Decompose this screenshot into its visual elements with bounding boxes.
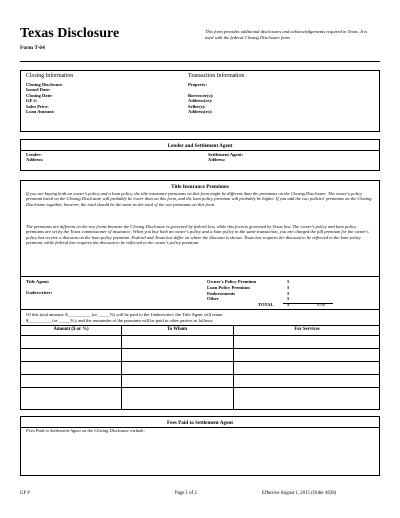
underwriter-label: Underwriter:	[26, 290, 53, 295]
settlement-agent-label: Settlement Agent:	[208, 152, 244, 157]
transaction-label: Address(es):	[188, 98, 213, 104]
split-line-2: $__________ (or _____%); and the remainder of the premium will be paid to other parties as follows:	[26, 318, 214, 323]
premium-currency: $	[287, 279, 290, 284]
premium-total-amount: 0.00	[317, 302, 326, 308]
table-header-services: For Services	[294, 327, 320, 332]
table-top-rule	[21, 325, 379, 326]
settlement-address-label: Address:	[208, 157, 226, 163]
fees-box	[20, 416, 380, 476]
settlement-labels	[208, 152, 243, 163]
lender-label: Lender:	[26, 152, 42, 157]
premium-currency: $	[287, 290, 290, 296]
fees-heading: Fees Paid to Settlement Agent	[167, 420, 233, 426]
footer-page: Page 1 of 2	[175, 491, 197, 496]
closing-label: Sales Price:	[26, 103, 49, 109]
table-row-rule	[21, 348, 379, 349]
transaction-label: Address(es):	[188, 109, 213, 115]
closing-heading: Closing Information	[26, 73, 74, 79]
split-line-1: Of this total amount: $__________ (or _____%) will be paid to the Underwriter; the Title Agent will retain	[26, 312, 223, 317]
agent-heading: Lender and Settlement Agent	[167, 143, 233, 149]
table-row-rule	[21, 361, 379, 362]
premium-currency: $	[287, 284, 290, 290]
table-row-rule	[21, 387, 379, 388]
form-title: Texas Disclosure	[20, 26, 120, 41]
transaction-heading: Transaction Information	[188, 73, 245, 79]
transaction-label: Borrower(s):	[188, 92, 214, 98]
table-row-rule	[21, 335, 379, 336]
premiums-paragraph-2: The premiums are different on the two forms because the Closing Disclosure is governed by federal law, while this form is governed by Texas law. The owner's policy and loan policy premiums are set by the Texas commissioner of insurance. When you buy both an owner's policy and a loan policy in the same transaction, you are charged the full premium for the owner's policy but receive a discount on the loan policy premium. Federal and Texas law differ on where the discount is shown. Texas law requires the discount to be reflected in the loan policy premium, while federal law requires the discount to be reflected in the owner's policy premium.	[26, 224, 369, 246]
lender-labels	[26, 152, 44, 163]
form-number: Form T-64	[20, 45, 45, 51]
closing-label: Closing Disclosure	[26, 82, 63, 87]
footer-gf: GF #	[20, 491, 30, 496]
closing-label: GF #:	[26, 98, 38, 104]
closing-label: Closing Date:	[26, 92, 53, 98]
premiums-heading: Title Insurance Premiums	[171, 184, 229, 190]
header-divider	[20, 61, 380, 62]
fees-subtext: Fees Paid to Settlement Agent on the Closing Disclosure include:	[26, 428, 146, 433]
transaction-label: Property:	[188, 82, 208, 87]
agent-heading-rule	[21, 150, 379, 151]
split-divider	[21, 309, 379, 310]
transaction-label: Seller(s):	[188, 103, 206, 109]
closing-labels	[26, 82, 62, 114]
table-row-rule	[21, 374, 379, 375]
premiums-divider	[21, 276, 379, 277]
table-header-amount: Amount ($ or %)	[53, 327, 89, 332]
closing-label: Loan Amount:	[26, 109, 55, 115]
closing-info-box	[20, 70, 380, 132]
total-underline	[283, 303, 333, 304]
premium-currency: $	[287, 302, 290, 308]
form-note: This form provides additional disclosures and acknowledgements required in Texas. It is used with the federal Closing Disclosure form.	[205, 29, 368, 40]
title-agent-label: Title Agent:	[26, 279, 50, 284]
table-header-to-whom: To Whom	[166, 327, 188, 332]
premiums-paragraph-1: If you are buying both an owner's policy and a loan policy, the title insurance premiums on this form might be different than the premiums on the Closing Disclosure. The owner's policy premium listed on the Closing Disclosure will probably be lower than on this form, and the loan policy premium will probably be higher. If you add the two policies' premiums on the Closing Disclosure together, however, the total should be the same as the total of the two premiums on this form.	[26, 191, 372, 207]
premium-rows	[207, 279, 367, 308]
premium-label: Loan Policy Premium	[207, 284, 250, 290]
table-col-rule	[121, 325, 122, 409]
footer-effective: Effective August 1, 2015 (Order 4038)	[262, 491, 337, 496]
premium-currency: $	[287, 296, 290, 302]
closing-label: Issued Date:	[26, 87, 51, 93]
transaction-labels	[188, 82, 213, 114]
premium-label: Endorsements	[207, 290, 236, 296]
agent-box	[20, 139, 380, 171]
premium-total-label: TOTAL	[258, 302, 274, 308]
premium-label: Other	[207, 296, 219, 302]
lender-address-label: Address:	[26, 157, 44, 163]
table-col-rule	[233, 325, 234, 409]
premiums-box	[20, 180, 380, 410]
premium-label: Owner's Policy Premium	[207, 279, 257, 284]
